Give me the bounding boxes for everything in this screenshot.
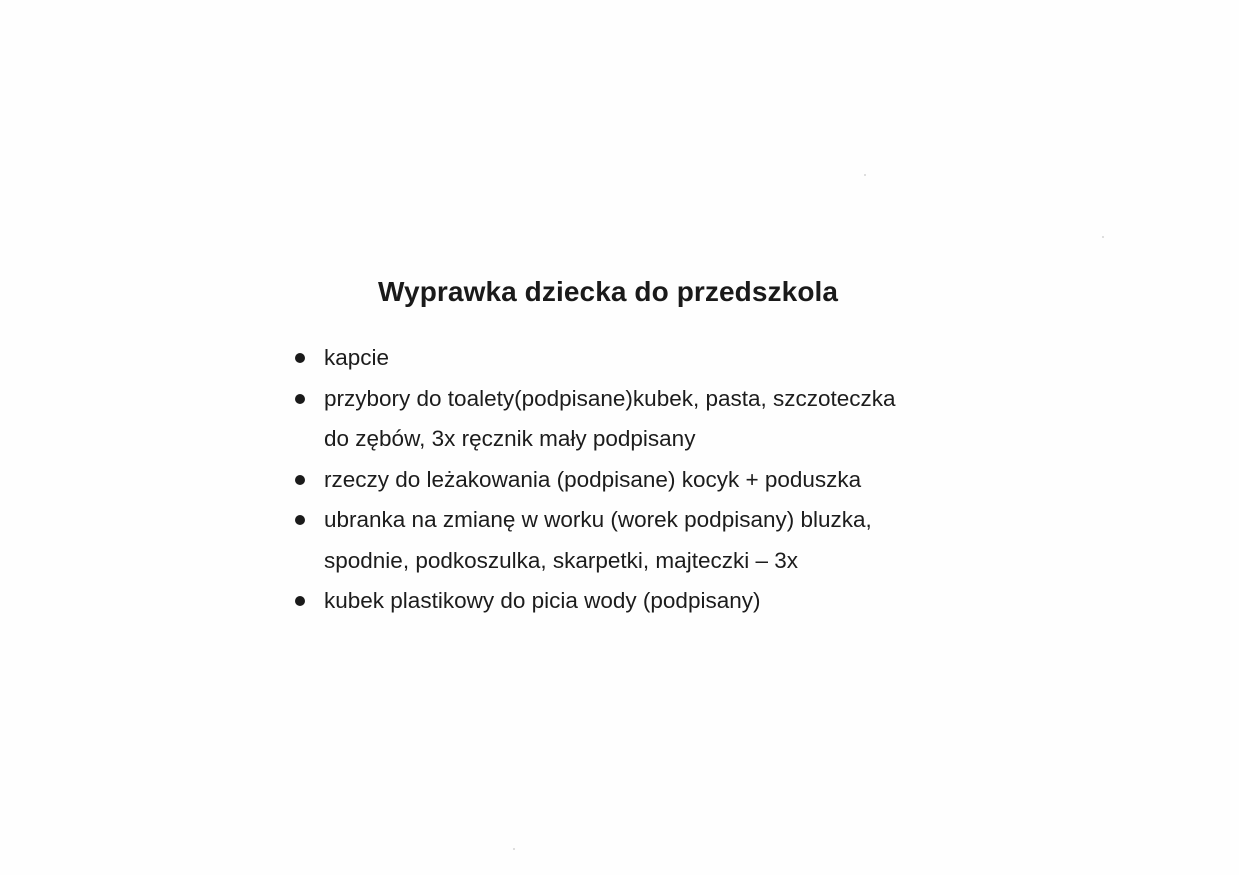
- scan-speck: [1102, 236, 1104, 238]
- list-item-text: ubranka na zmianę w worku (worek podpisany) bluzka,: [324, 507, 872, 532]
- list-item-text: rzeczy do leżakowania (podpisane) kocyk + poduszka: [324, 466, 862, 492]
- list-item-text-continuation: do zębów, 3x ręcznik mały podpisany: [324, 426, 696, 451]
- document-title: Wyprawka dziecka do przedszkola: [378, 276, 839, 307]
- bullet-icon: [295, 475, 305, 485]
- bullet-icon: [295, 394, 305, 404]
- list-item-text: kubek plastikowy do picia wody (podpisany): [324, 588, 761, 613]
- bullet-icon: [295, 353, 305, 363]
- list-item: [294, 460, 1014, 501]
- list-item-text-continuation: spodnie, podkoszulka, skarpetki, majteczki – 3x: [324, 547, 798, 573]
- list-item: [294, 500, 1014, 581]
- scan-speck: [864, 174, 866, 176]
- scan-speck: [513, 848, 515, 850]
- list-item: [294, 338, 1014, 379]
- list-item-text: przybory do toalety(podpisane)kubek, pasta, szczoteczka: [324, 385, 896, 411]
- list-item: [294, 581, 1014, 622]
- bullet-icon: [295, 515, 305, 525]
- bullet-icon: [295, 596, 305, 606]
- list-item: [294, 379, 1014, 460]
- list-item-text: kapcie: [324, 345, 390, 370]
- supply-list: [294, 338, 1014, 622]
